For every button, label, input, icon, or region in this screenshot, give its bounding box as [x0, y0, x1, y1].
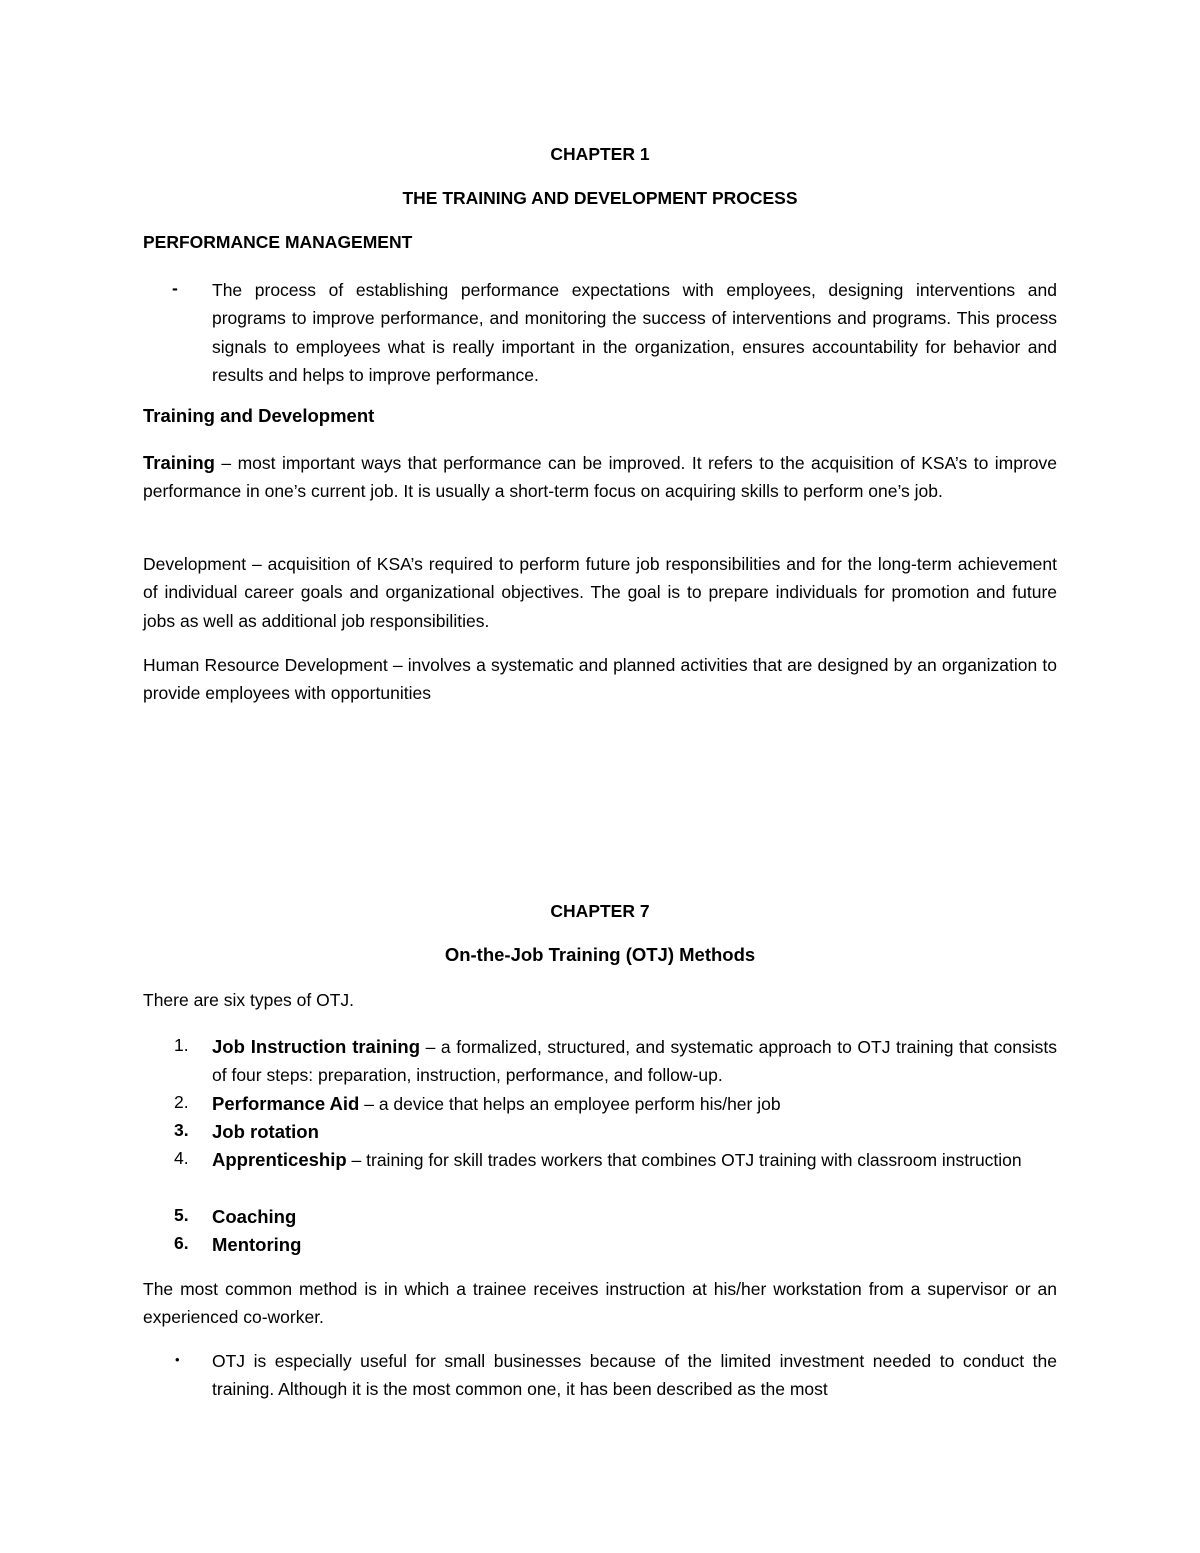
bullet-marker: • [175, 1352, 180, 1367]
list-item-term: Performance Aid [212, 1093, 360, 1114]
chapter-7-title: On-the-Job Training (OTJ) Methods [444, 944, 756, 965]
list-item [212, 1203, 1057, 1231]
list-item [212, 1090, 1057, 1118]
training-definition: – most important ways that performance can be improved. It refers to the acquisition of KSA’s to improve performance in one’s current job. It is usually a short-term focus on acquiring skills to perform one’s job. [143, 453, 1057, 502]
chapter-1-title: THE TRAINING AND DEVELOPMENT PROCESS [402, 188, 798, 208]
list-number: 2. [174, 1092, 189, 1112]
list-item-desc: – training for skill trades workers that combines OTJ training with classroom instruction [346, 1150, 1022, 1170]
training-development-heading: Training and Development [143, 405, 375, 426]
list-item-desc: – a formalized, structured, and systematic approach to OTJ training that consists of four steps: preparation, instruction, performance, and follow-up. [212, 1037, 1057, 1086]
dash-bullet-marker: - [172, 278, 178, 298]
development-paragraph: Development – acquisition of KSA’s required to perform future job responsibilities and for the long-term achievement of individual career goals and organizational objectives. The goal is to prepare individuals for promotion and future jobs as well as additional job responsibilities. [143, 554, 1057, 631]
list-item-term: Job rotation [212, 1121, 319, 1142]
list-number: 3. [174, 1120, 189, 1140]
common-method-paragraph: The most common method is in which a trainee receives instruction at his/her workstation from a supervisor or an experienced co-worker. [143, 1279, 1057, 1328]
list-item [212, 1231, 1057, 1259]
list-number: 1. [174, 1035, 189, 1055]
list-item-term: Mentoring [212, 1234, 302, 1255]
performance-management-heading: PERFORMANCE MANAGEMENT [143, 232, 413, 252]
list-item [212, 1146, 1057, 1174]
list-number: 6. [174, 1233, 189, 1253]
list-item-desc: – a device that helps an employee perform his/her job [359, 1094, 781, 1114]
list-item-term: Apprenticeship [212, 1149, 347, 1170]
otj-intro: There are six types of OTJ. [143, 990, 355, 1010]
list-item-term: Coaching [212, 1206, 297, 1227]
list-item-term: Job Instruction training [212, 1036, 421, 1057]
hrd-paragraph: Human Resource Development – involves a systematic and planned activities that are designed by an organization to provide employees with opportunities [143, 655, 1057, 704]
training-term: Training [143, 452, 215, 473]
training-paragraph [143, 449, 1057, 506]
performance-management-definition: The process of establishing performance expectations with employees, designing interventions and programs to improve performance, and monitoring the success of interventions and programs. This process signals to employees what is really important in the organization, ensures accountability for behavior and results and helps to improve performance. [212, 280, 1057, 386]
list-item [212, 1118, 1057, 1146]
list-number: 4. [174, 1148, 189, 1168]
list-number: 5. [174, 1205, 189, 1225]
chapter-1-label: CHAPTER 1 [550, 144, 650, 164]
list-item [212, 1033, 1057, 1090]
otj-bullet-paragraph: OTJ is especially useful for small businesses because of the limited investment needed to conduct the training. Although it is the most common one, it has been described as the most [212, 1351, 1057, 1400]
chapter-7-label: CHAPTER 7 [550, 901, 650, 921]
